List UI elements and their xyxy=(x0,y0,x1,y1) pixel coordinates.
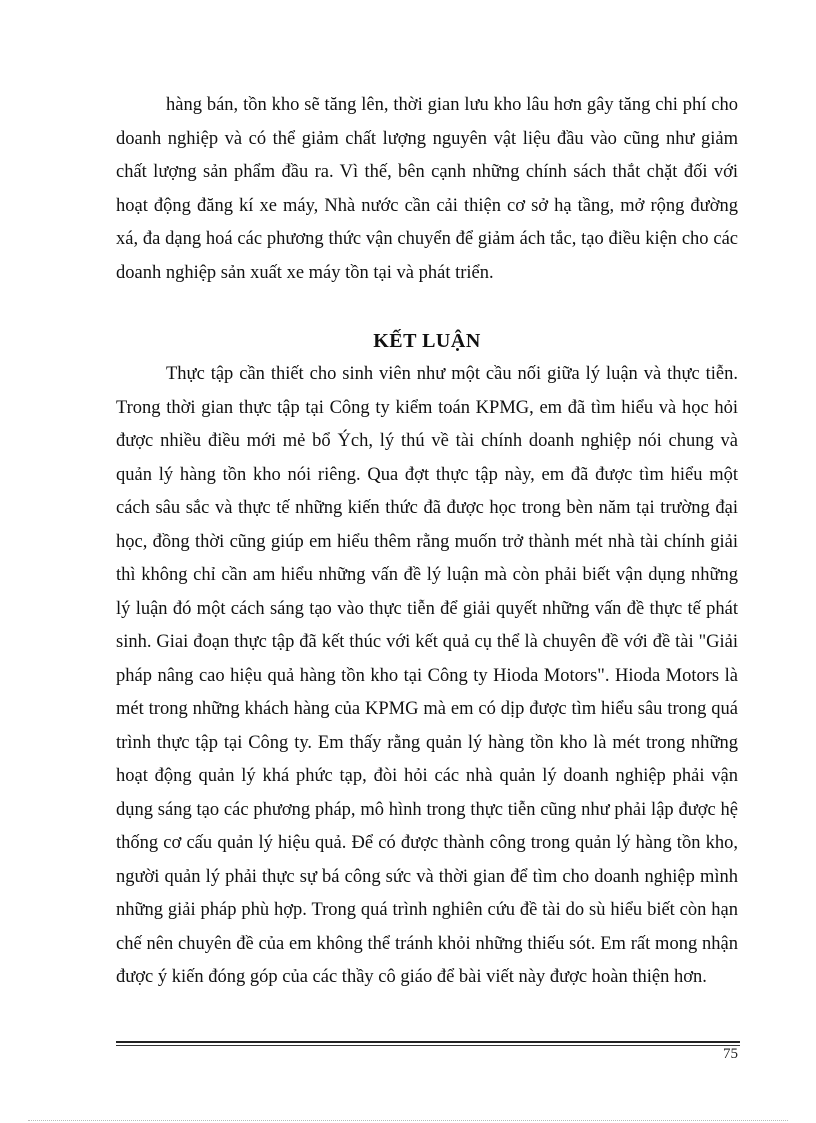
footer-rule-thin xyxy=(116,1045,740,1046)
section-heading: KẾT LUẬN xyxy=(373,330,481,352)
footer-rule-thick xyxy=(116,1041,740,1043)
page-edge-dots xyxy=(28,1120,788,1121)
page-number: 75 xyxy=(723,1046,738,1062)
paragraph-intro: hàng bán, tồn kho sẽ tăng lên, thời gian lưu kho lâu hơn gây tăng chi phí cho doanh nghiệp và có thể giảm chất lượng nguyên vật liệu đầu vào cũng như giảm chất lượng sản phẩm đầu ra. Vì thế, bên cạnh những chính sách thắt chặt đối với hoạt động đăng kí xe máy, Nhà nước cần cải thiện cơ sở hạ tầng, mở rộng đường xá, đa dạng hoá các phương thức vận chuyển để giảm ách tắc, tạo điều kiện cho các doanh nghiệp sản xuất xe máy tồn tại và phát triển. xyxy=(116,95,738,283)
paragraph-conclusion: Thực tập cần thiết cho sinh viên như một cầu nối giữa lý luận và thực tiễn. Trong thời gian thực tập tại Công ty kiểm toán KPMG, em đã tìm hiểu và học hỏi được nhiều điều mới mẻ bổ Ých, lý thú về tài chính doanh nghiệp nói chung và quản lý hàng tồn kho nói riêng. Qua đợt thực tập này, em đã được tìm hiểu một cách sâu sắc và thực tế những kiến thức đã được học trong bèn năm tại trường đại học, đồng thời cũng giúp em hiểu thêm rằng muốn trở thành mét nhà tài chính giải thì không chỉ cần am hiểu những vấn đề lý luận mà còn phải biết vận dụng những lý luận đó một cách sáng tạo vào thực tiễn để giải quyết những vấn đề thực tế phát sinh. Giai đoạn thực tập đã kết thúc với kết quả cụ thể là chuyên đề với đề tài "Giải pháp nâng cao hiệu quả hàng tồn kho tại Công ty Hioda Motors". Hioda Motors là mét trong những khách hàng của KPMG mà em có dịp được tìm hiểu sâu trong quá trình thực tập tại Công ty. Em thấy rằng quản lý hàng tồn kho là mét trong những hoạt động quản lý khá phức tạp, đòi hỏi các nhà quản lý doanh nghiệp phải vận dụng sáng tạo các phương pháp, mô hình trong thực tiễn cũng như phải lập được hệ thống cơ cấu quản lý hiệu quả. Để có được thành công trong quản lý hàng tồn kho, người quản lý phải thực sự bá công sức và thời gian để tìm cho doanh nghiệp mình những giải pháp phù hợp. Trong quá trình nghiên cứu đề tài do sù hiểu biết còn hạn chế nên chuyên đề của em không thể tránh khỏi những thiếu sót. Em rất mong nhận được ý kiến đóng góp của các thầy cô giáo để bài viết này được hoàn thiện hơn. xyxy=(116,364,738,987)
